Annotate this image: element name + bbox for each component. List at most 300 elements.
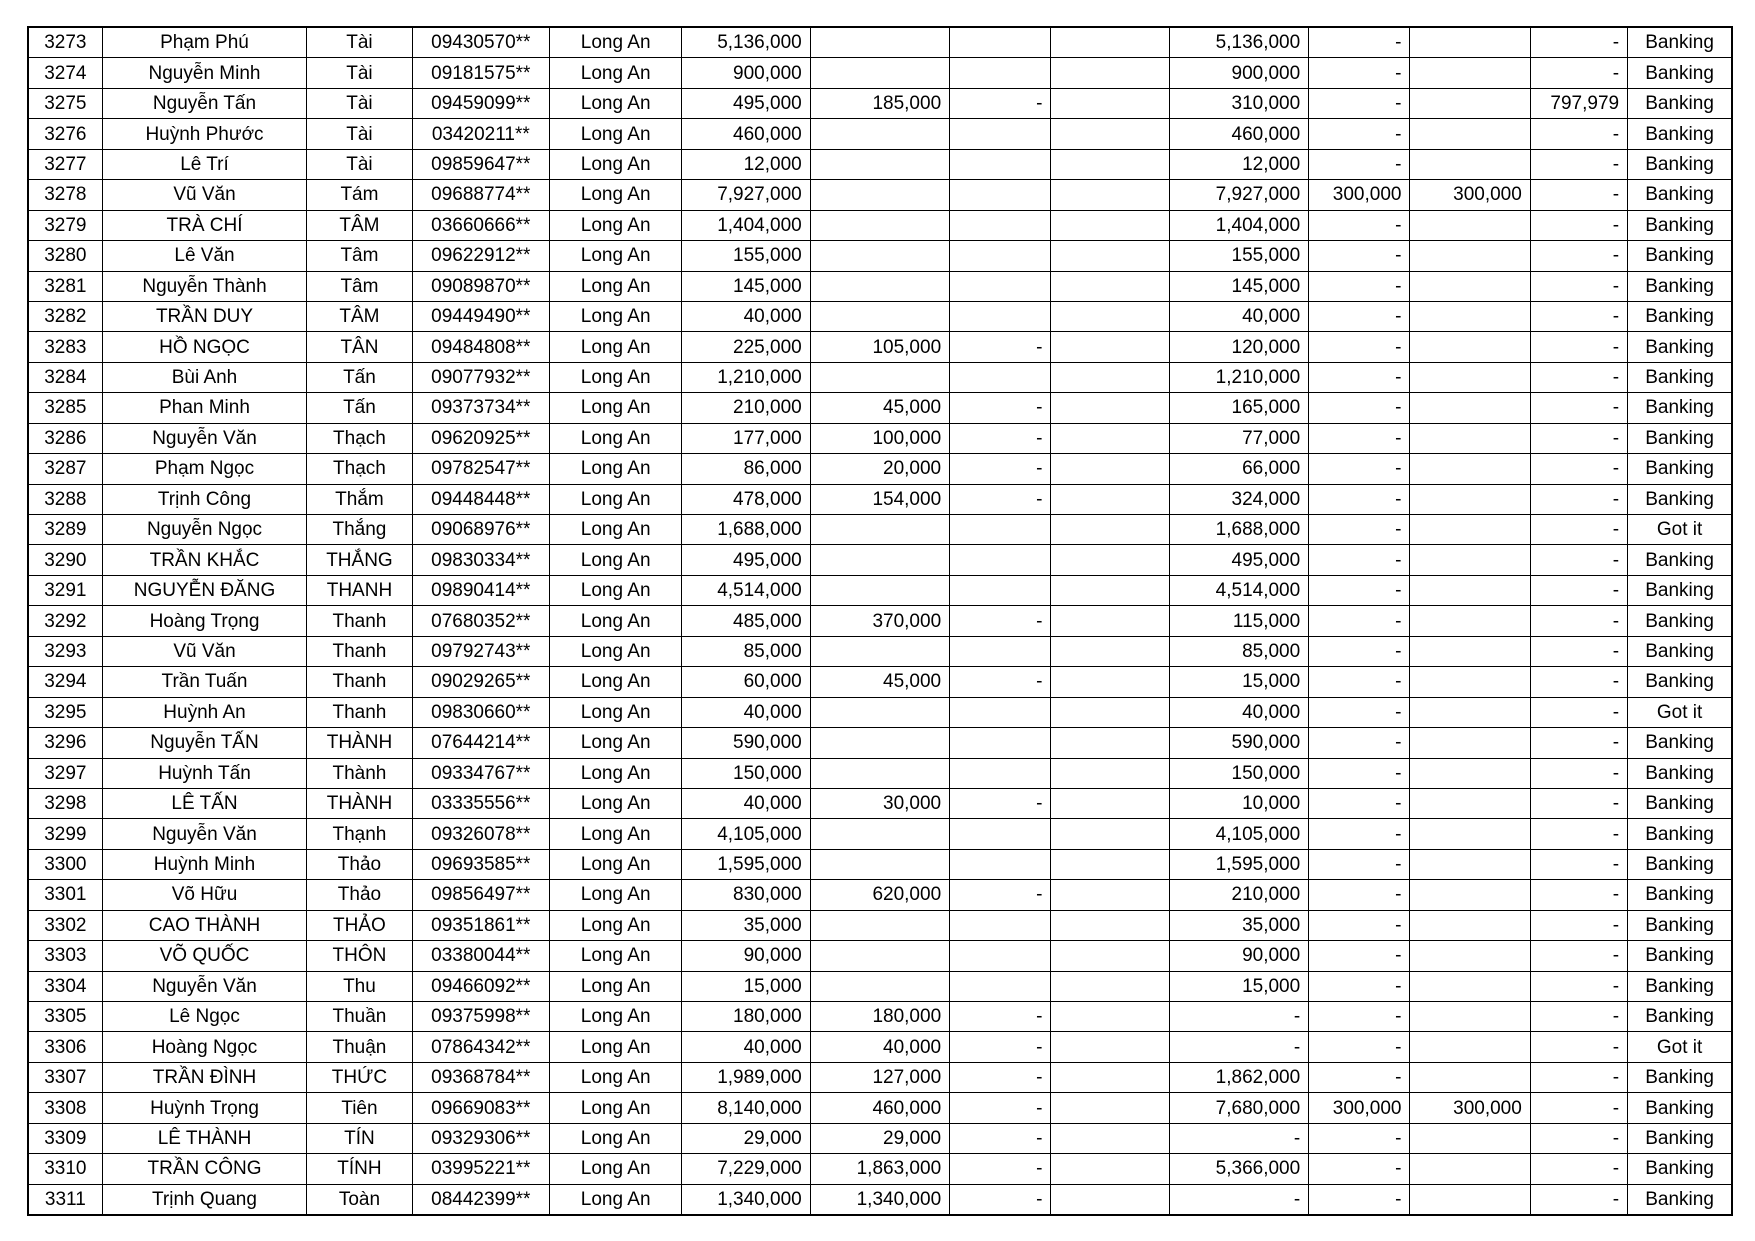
- cell-last-name: Huỳnh Trọng: [102, 1093, 307, 1123]
- cell-total-amount: 478,000: [682, 484, 810, 514]
- cell-blank: [1051, 819, 1169, 849]
- cell-first-name: Tấn: [307, 362, 412, 392]
- cell-extra-b: [1410, 1123, 1530, 1153]
- cell-extra-c: -: [1530, 423, 1627, 453]
- cell-status: Banking: [1628, 758, 1732, 788]
- table-row: [28, 971, 1732, 1001]
- cell-deduction: [810, 758, 949, 788]
- cell-deduction: [810, 119, 949, 149]
- table-row: [28, 1062, 1732, 1092]
- cell-net-amount: -: [1169, 1184, 1308, 1215]
- cell-status: Banking: [1628, 393, 1732, 423]
- cell-extra-b: [1410, 636, 1530, 666]
- cell-blank: [1051, 1123, 1169, 1153]
- cell-phone: 09334767**: [412, 758, 549, 788]
- cell-last-name: TRẦN DUY: [102, 301, 307, 331]
- table-row: [28, 545, 1732, 575]
- cell-first-name: Thắng: [307, 515, 412, 545]
- cell-last-name: TRẦN CÔNG: [102, 1154, 307, 1184]
- cell-total-amount: 7,229,000: [682, 1154, 810, 1184]
- cell-province: Long An: [549, 362, 681, 392]
- cell-extra-c: -: [1530, 119, 1627, 149]
- cell-extra-c: -: [1530, 910, 1627, 940]
- cell-extra-c: -: [1530, 362, 1627, 392]
- cell-deduction: 460,000: [810, 1093, 949, 1123]
- cell-total-amount: 1,595,000: [682, 849, 810, 879]
- cell-extra-a: -: [1309, 636, 1410, 666]
- cell-province: Long An: [549, 1062, 681, 1092]
- cell-total-amount: 4,105,000: [682, 819, 810, 849]
- cell-deduction: 127,000: [810, 1062, 949, 1092]
- table-row: [28, 697, 1732, 727]
- cell-net-amount: 120,000: [1169, 332, 1308, 362]
- cell-deduction-mark: [950, 210, 1051, 240]
- cell-extra-c: -: [1530, 667, 1627, 697]
- cell-extra-b: [1410, 575, 1530, 605]
- cell-blank: [1051, 515, 1169, 545]
- cell-first-name: Thạnh: [307, 819, 412, 849]
- cell-status: Banking: [1628, 88, 1732, 118]
- cell-deduction: 1,863,000: [810, 1154, 949, 1184]
- table-row: [28, 819, 1732, 849]
- cell-net-amount: 15,000: [1169, 971, 1308, 1001]
- table-row: [28, 515, 1732, 545]
- cell-extra-c: -: [1530, 1123, 1627, 1153]
- cell-province: Long An: [549, 971, 681, 1001]
- cell-extra-c: -: [1530, 515, 1627, 545]
- cell-blank: [1051, 941, 1169, 971]
- cell-net-amount: 15,000: [1169, 667, 1308, 697]
- cell-province: Long An: [549, 393, 681, 423]
- cell-total-amount: 830,000: [682, 880, 810, 910]
- cell-first-name: Thạch: [307, 423, 412, 453]
- cell-status: Banking: [1628, 910, 1732, 940]
- cell-row-id: 3294: [28, 667, 102, 697]
- cell-net-amount: 12,000: [1169, 149, 1308, 179]
- cell-extra-b: [1410, 728, 1530, 758]
- cell-total-amount: 495,000: [682, 545, 810, 575]
- cell-extra-a: -: [1309, 423, 1410, 453]
- cell-total-amount: 29,000: [682, 1123, 810, 1153]
- cell-blank: [1051, 697, 1169, 727]
- cell-phone: 09856497**: [412, 880, 549, 910]
- cell-first-name: Tài: [307, 88, 412, 118]
- cell-blank: [1051, 119, 1169, 149]
- cell-province: Long An: [549, 880, 681, 910]
- cell-extra-a: -: [1309, 697, 1410, 727]
- cell-status: Banking: [1628, 149, 1732, 179]
- cell-first-name: Tâm: [307, 241, 412, 271]
- cell-phone: 09373734**: [412, 393, 549, 423]
- cell-total-amount: 460,000: [682, 119, 810, 149]
- cell-phone: 07864342**: [412, 1032, 549, 1062]
- cell-extra-c: -: [1530, 971, 1627, 1001]
- cell-blank: [1051, 58, 1169, 88]
- cell-deduction-mark: [950, 27, 1051, 58]
- cell-row-id: 3293: [28, 636, 102, 666]
- cell-phone: 09782547**: [412, 454, 549, 484]
- cell-extra-b: [1410, 393, 1530, 423]
- cell-province: Long An: [549, 849, 681, 879]
- cell-last-name: Nguyễn Văn: [102, 423, 307, 453]
- cell-phone: 08442399**: [412, 1184, 549, 1215]
- cell-province: Long An: [549, 545, 681, 575]
- cell-phone: 09089870**: [412, 271, 549, 301]
- cell-extra-a: -: [1309, 241, 1410, 271]
- cell-total-amount: 15,000: [682, 971, 810, 1001]
- cell-extra-c: -: [1530, 271, 1627, 301]
- cell-total-amount: 225,000: [682, 332, 810, 362]
- cell-total-amount: 1,210,000: [682, 362, 810, 392]
- cell-phone: 09622912**: [412, 241, 549, 271]
- cell-extra-a: -: [1309, 788, 1410, 818]
- cell-net-amount: 324,000: [1169, 484, 1308, 514]
- cell-province: Long An: [549, 149, 681, 179]
- cell-status: Banking: [1628, 728, 1732, 758]
- cell-extra-c: -: [1530, 575, 1627, 605]
- cell-last-name: Bùi Anh: [102, 362, 307, 392]
- cell-phone: 09890414**: [412, 575, 549, 605]
- cell-province: Long An: [549, 58, 681, 88]
- table-row: [28, 1154, 1732, 1184]
- cell-blank: [1051, 636, 1169, 666]
- cell-status: Banking: [1628, 941, 1732, 971]
- cell-total-amount: 177,000: [682, 423, 810, 453]
- cell-row-id: 3295: [28, 697, 102, 727]
- cell-extra-b: [1410, 88, 1530, 118]
- cell-deduction: 105,000: [810, 332, 949, 362]
- cell-phone: 03380044**: [412, 941, 549, 971]
- cell-first-name: Thành: [307, 758, 412, 788]
- cell-last-name: Lê Trí: [102, 149, 307, 179]
- cell-total-amount: 155,000: [682, 241, 810, 271]
- cell-province: Long An: [549, 1123, 681, 1153]
- cell-extra-c: -: [1530, 849, 1627, 879]
- cell-deduction: [810, 58, 949, 88]
- cell-row-id: 3307: [28, 1062, 102, 1092]
- cell-province: Long An: [549, 697, 681, 727]
- cell-blank: [1051, 849, 1169, 879]
- cell-deduction: [810, 515, 949, 545]
- cell-status: Got it: [1628, 1032, 1732, 1062]
- cell-total-amount: 8,140,000: [682, 1093, 810, 1123]
- cell-blank: [1051, 423, 1169, 453]
- cell-extra-a: -: [1309, 819, 1410, 849]
- cell-last-name: Hoàng Ngọc: [102, 1032, 307, 1062]
- table-row: [28, 88, 1732, 118]
- cell-status: Banking: [1628, 271, 1732, 301]
- cell-extra-a: -: [1309, 393, 1410, 423]
- cell-blank: [1051, 362, 1169, 392]
- cell-last-name: TRẦN KHẮC: [102, 545, 307, 575]
- cell-province: Long An: [549, 1032, 681, 1062]
- cell-net-amount: 1,688,000: [1169, 515, 1308, 545]
- cell-phone: 09859647**: [412, 149, 549, 179]
- cell-province: Long An: [549, 1184, 681, 1215]
- cell-last-name: Trịnh Công: [102, 484, 307, 514]
- cell-extra-a: -: [1309, 1123, 1410, 1153]
- cell-deduction-mark: [950, 545, 1051, 575]
- cell-deduction-mark: [950, 941, 1051, 971]
- cell-extra-b: [1410, 819, 1530, 849]
- cell-last-name: Hoàng Trọng: [102, 606, 307, 636]
- cell-blank: [1051, 910, 1169, 940]
- table-row: [28, 301, 1732, 331]
- cell-last-name: Nguyễn Ngọc: [102, 515, 307, 545]
- cell-deduction-mark: -: [950, 393, 1051, 423]
- cell-blank: [1051, 393, 1169, 423]
- cell-net-amount: 40,000: [1169, 697, 1308, 727]
- cell-row-id: 3288: [28, 484, 102, 514]
- cell-net-amount: 1,862,000: [1169, 1062, 1308, 1092]
- cell-total-amount: 85,000: [682, 636, 810, 666]
- cell-extra-c: -: [1530, 758, 1627, 788]
- cell-extra-a: -: [1309, 454, 1410, 484]
- cell-deduction-mark: [950, 180, 1051, 210]
- cell-extra-a: -: [1309, 484, 1410, 514]
- cell-extra-c: -: [1530, 1184, 1627, 1215]
- cell-extra-c: -: [1530, 1002, 1627, 1032]
- cell-province: Long An: [549, 1093, 681, 1123]
- cell-net-amount: 460,000: [1169, 119, 1308, 149]
- cell-status: Banking: [1628, 545, 1732, 575]
- cell-total-amount: 40,000: [682, 788, 810, 818]
- cell-first-name: Thanh: [307, 636, 412, 666]
- cell-deduction: 45,000: [810, 393, 949, 423]
- cell-row-id: 3304: [28, 971, 102, 1001]
- cell-first-name: Thanh: [307, 606, 412, 636]
- table-row: [28, 1093, 1732, 1123]
- cell-extra-c: -: [1530, 1062, 1627, 1092]
- cell-row-id: 3284: [28, 362, 102, 392]
- cell-phone: 09830660**: [412, 697, 549, 727]
- cell-phone: 03420211**: [412, 119, 549, 149]
- cell-extra-b: [1410, 515, 1530, 545]
- cell-province: Long An: [549, 27, 681, 58]
- cell-net-amount: 210,000: [1169, 880, 1308, 910]
- cell-blank: [1051, 271, 1169, 301]
- cell-net-amount: 66,000: [1169, 454, 1308, 484]
- cell-extra-a: -: [1309, 728, 1410, 758]
- cell-blank: [1051, 545, 1169, 575]
- cell-first-name: TÂM: [307, 301, 412, 331]
- cell-net-amount: 5,136,000: [1169, 27, 1308, 58]
- cell-net-amount: -: [1169, 1032, 1308, 1062]
- cell-deduction: [810, 271, 949, 301]
- cell-first-name: TÍN: [307, 1123, 412, 1153]
- cell-row-id: 3282: [28, 301, 102, 331]
- cell-province: Long An: [549, 910, 681, 940]
- cell-row-id: 3298: [28, 788, 102, 818]
- cell-phone: 09077932**: [412, 362, 549, 392]
- cell-blank: [1051, 149, 1169, 179]
- cell-row-id: 3287: [28, 454, 102, 484]
- cell-blank: [1051, 788, 1169, 818]
- cell-extra-b: [1410, 1184, 1530, 1215]
- cell-row-id: 3281: [28, 271, 102, 301]
- cell-phone: 09466092**: [412, 971, 549, 1001]
- cell-total-amount: 1,688,000: [682, 515, 810, 545]
- cell-status: Banking: [1628, 332, 1732, 362]
- cell-total-amount: 35,000: [682, 910, 810, 940]
- cell-row-id: 3285: [28, 393, 102, 423]
- cell-last-name: Phạm Phú: [102, 27, 307, 58]
- cell-extra-b: [1410, 149, 1530, 179]
- cell-deduction-mark: -: [950, 606, 1051, 636]
- cell-first-name: Thảo: [307, 849, 412, 879]
- cell-extra-c: -: [1530, 241, 1627, 271]
- cell-last-name: Huỳnh Tấn: [102, 758, 307, 788]
- cell-last-name: Nguyễn Tấn: [102, 88, 307, 118]
- cell-blank: [1051, 241, 1169, 271]
- cell-first-name: Tám: [307, 180, 412, 210]
- cell-row-id: 3300: [28, 849, 102, 879]
- cell-extra-a: -: [1309, 1154, 1410, 1184]
- cell-deduction: 40,000: [810, 1032, 949, 1062]
- cell-last-name: Trịnh Quang: [102, 1184, 307, 1215]
- cell-first-name: Tấn: [307, 393, 412, 423]
- table-row: [28, 880, 1732, 910]
- cell-total-amount: 1,404,000: [682, 210, 810, 240]
- cell-extra-b: [1410, 1062, 1530, 1092]
- table-row: [28, 910, 1732, 940]
- table-body: [28, 27, 1732, 1215]
- cell-status: Banking: [1628, 454, 1732, 484]
- cell-extra-c: -: [1530, 301, 1627, 331]
- cell-blank: [1051, 971, 1169, 1001]
- cell-phone: 03660666**: [412, 210, 549, 240]
- cell-status: Banking: [1628, 210, 1732, 240]
- cell-extra-c: -: [1530, 180, 1627, 210]
- cell-extra-a: -: [1309, 606, 1410, 636]
- cell-first-name: THÀNH: [307, 788, 412, 818]
- cell-province: Long An: [549, 271, 681, 301]
- cell-extra-c: -: [1530, 545, 1627, 575]
- table-row: [28, 606, 1732, 636]
- cell-extra-b: [1410, 58, 1530, 88]
- cell-row-id: 3275: [28, 88, 102, 118]
- cell-last-name: Trần Tuấn: [102, 667, 307, 697]
- cell-blank: [1051, 88, 1169, 118]
- cell-extra-b: 300,000: [1410, 1093, 1530, 1123]
- table-row: [28, 180, 1732, 210]
- cell-row-id: 3299: [28, 819, 102, 849]
- cell-deduction-mark: -: [950, 880, 1051, 910]
- cell-deduction: [810, 545, 949, 575]
- cell-status: Banking: [1628, 1002, 1732, 1032]
- cell-extra-b: [1410, 606, 1530, 636]
- cell-province: Long An: [549, 241, 681, 271]
- table-row: [28, 1184, 1732, 1215]
- cell-status: Banking: [1628, 819, 1732, 849]
- cell-deduction-mark: [950, 910, 1051, 940]
- cell-deduction: 180,000: [810, 1002, 949, 1032]
- cell-phone: 09329306**: [412, 1123, 549, 1153]
- cell-phone: 07680352**: [412, 606, 549, 636]
- cell-first-name: Tài: [307, 58, 412, 88]
- cell-deduction: [810, 819, 949, 849]
- cell-net-amount: 165,000: [1169, 393, 1308, 423]
- cell-status: Banking: [1628, 636, 1732, 666]
- cell-extra-c: -: [1530, 27, 1627, 58]
- cell-deduction: [810, 971, 949, 1001]
- cell-extra-a: -: [1309, 58, 1410, 88]
- cell-province: Long An: [549, 484, 681, 514]
- cell-extra-c: -: [1530, 210, 1627, 240]
- cell-deduction-mark: -: [950, 788, 1051, 818]
- cell-last-name: Vũ Văn: [102, 636, 307, 666]
- cell-first-name: THÔN: [307, 941, 412, 971]
- cell-row-id: 3286: [28, 423, 102, 453]
- cell-row-id: 3280: [28, 241, 102, 271]
- cell-first-name: THẮNG: [307, 545, 412, 575]
- cell-net-amount: 77,000: [1169, 423, 1308, 453]
- cell-deduction-mark: [950, 575, 1051, 605]
- cell-blank: [1051, 1062, 1169, 1092]
- table-row: [28, 636, 1732, 666]
- cell-extra-c: -: [1530, 636, 1627, 666]
- cell-row-id: 3306: [28, 1032, 102, 1062]
- cell-last-name: Nguyễn Minh: [102, 58, 307, 88]
- cell-deduction-mark: -: [950, 667, 1051, 697]
- cell-province: Long An: [549, 515, 681, 545]
- cell-first-name: Tài: [307, 119, 412, 149]
- cell-deduction-mark: [950, 301, 1051, 331]
- cell-total-amount: 900,000: [682, 58, 810, 88]
- cell-status: Banking: [1628, 423, 1732, 453]
- cell-net-amount: 155,000: [1169, 241, 1308, 271]
- cell-deduction-mark: [950, 819, 1051, 849]
- cell-net-amount: 10,000: [1169, 788, 1308, 818]
- cell-deduction-mark: [950, 362, 1051, 392]
- cell-deduction-mark: -: [950, 484, 1051, 514]
- cell-net-amount: 590,000: [1169, 728, 1308, 758]
- cell-status: Got it: [1628, 697, 1732, 727]
- cell-extra-b: [1410, 941, 1530, 971]
- cell-total-amount: 495,000: [682, 88, 810, 118]
- cell-deduction: [810, 728, 949, 758]
- cell-last-name: LÊ THÀNH: [102, 1123, 307, 1153]
- cell-total-amount: 90,000: [682, 941, 810, 971]
- table-row: [28, 454, 1732, 484]
- cell-status: Banking: [1628, 119, 1732, 149]
- cell-last-name: VÕ QUỐC: [102, 941, 307, 971]
- cell-deduction-mark: -: [950, 423, 1051, 453]
- table-row: [28, 1002, 1732, 1032]
- cell-first-name: TÂM: [307, 210, 412, 240]
- cell-total-amount: 210,000: [682, 393, 810, 423]
- cell-last-name: Vũ Văn: [102, 180, 307, 210]
- cell-last-name: Lê Văn: [102, 241, 307, 271]
- cell-status: Banking: [1628, 971, 1732, 1001]
- cell-deduction-mark: [950, 241, 1051, 271]
- cell-extra-a: -: [1309, 545, 1410, 575]
- cell-deduction-mark: [950, 271, 1051, 301]
- cell-deduction: [810, 697, 949, 727]
- cell-row-id: 3273: [28, 27, 102, 58]
- cell-last-name: Nguyễn TẤN: [102, 728, 307, 758]
- table-row: [28, 849, 1732, 879]
- cell-row-id: 3296: [28, 728, 102, 758]
- cell-extra-a: -: [1309, 332, 1410, 362]
- cell-extra-c: -: [1530, 58, 1627, 88]
- cell-row-id: 3276: [28, 119, 102, 149]
- cell-phone: 09430570**: [412, 27, 549, 58]
- cell-total-amount: 1,340,000: [682, 1184, 810, 1215]
- cell-extra-a: -: [1309, 1002, 1410, 1032]
- cell-net-amount: 7,927,000: [1169, 180, 1308, 210]
- cell-phone: 09029265**: [412, 667, 549, 697]
